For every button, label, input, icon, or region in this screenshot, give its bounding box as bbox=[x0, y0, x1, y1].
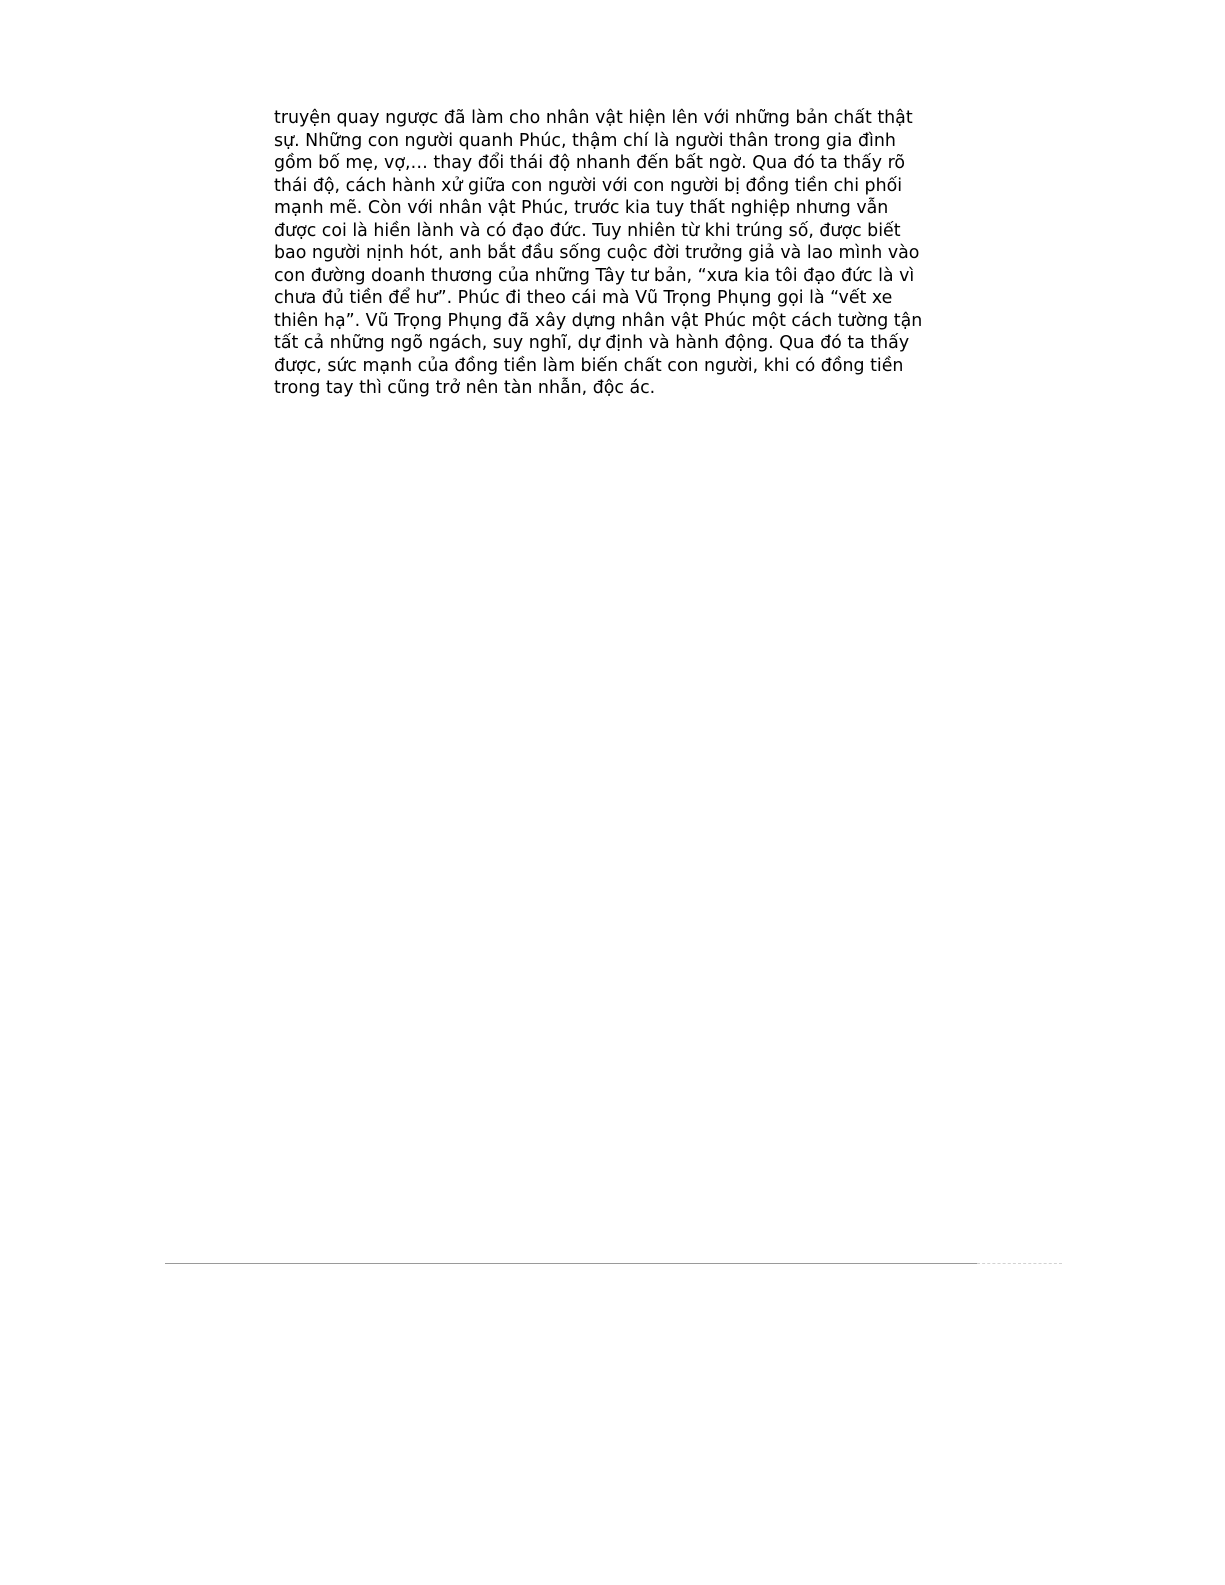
paragraph-line: bao người nịnh hót, anh bắt đầu sống cuộc đời trưởng giả và lao mình vào bbox=[274, 243, 920, 263]
paragraph-line: mạnh mẽ. Còn với nhân vật Phúc, trước kia tuy thất nghiệp nhưng vẫn bbox=[274, 198, 889, 218]
paragraph-line: con đường doanh thương của những Tây tư bản, “xưa kia tôi đạo đức là vì bbox=[274, 265, 915, 286]
paragraph-line: thái độ, cách hành xử giữa con người với con người bị đồng tiền chi phối bbox=[274, 175, 903, 196]
paragraph-line: thiên hạ”. Vũ Trọng Phụng đã xây dựng nhân vật Phúc một cách tường tận bbox=[274, 310, 923, 331]
paragraph-line: tất cả những ngõ ngách, suy nghĩ, dự định và hành động. Qua đó ta thấy bbox=[274, 333, 910, 353]
footer-divider-tail bbox=[977, 1263, 1062, 1264]
footer-divider bbox=[165, 1263, 977, 1264]
paragraph-line: trong tay thì cũng trở nên tàn nhẫn, độc ác. bbox=[274, 378, 656, 398]
paragraph-line: chưa đủ tiền để hư”. Phúc đi theo cái mà Vũ Trọng Phụng gọi là “vết xe bbox=[274, 288, 893, 308]
paragraph-line: gồm bố mẹ, vợ,… thay đổi thái độ nhanh đến bất ngờ. Qua đó ta thấy rõ bbox=[274, 153, 906, 173]
paragraph-line: được, sức mạnh của đồng tiền làm biến chất con người, khi có đồng tiền bbox=[274, 355, 904, 376]
paragraph-line: truyện quay ngược đã làm cho nhân vật hiện lên với những bản chất thật bbox=[274, 108, 913, 128]
paragraph-line: được coi là hiền lành và có đạo đức. Tuy nhiên từ khi trúng số, được biết bbox=[274, 220, 901, 241]
body-paragraph bbox=[274, 107, 954, 400]
paragraph-line: sự. Những con người quanh Phúc, thậm chí là người thân trong gia đình bbox=[274, 130, 896, 151]
